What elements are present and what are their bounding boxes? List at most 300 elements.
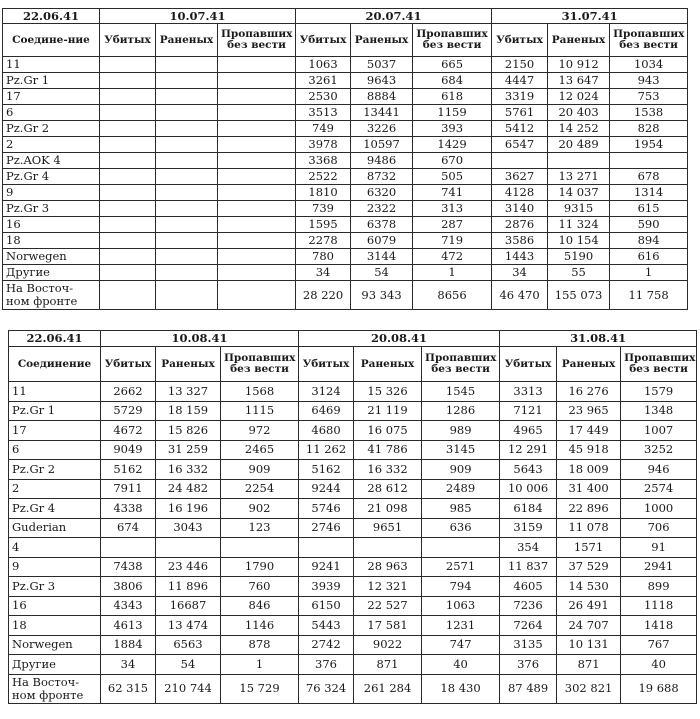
total-value [218, 281, 296, 310]
value-cell: 5037 [351, 57, 413, 73]
value-cell: 615 [610, 201, 688, 217]
value-cell [156, 137, 218, 153]
value-cell: 5190 [548, 249, 610, 265]
value-cell [218, 249, 296, 265]
value-cell: 31 400 [557, 479, 621, 499]
value-cell: 1595 [296, 217, 351, 233]
unit-name: 17 [3, 89, 100, 105]
value-cell: 393 [413, 121, 492, 137]
value-cell: 376 [500, 655, 557, 675]
value-cell: 14 252 [548, 121, 610, 137]
value-cell: 16687 [156, 596, 221, 616]
value-cell: 4128 [492, 185, 548, 201]
total-value: 8656 [413, 281, 492, 310]
value-cell: 902 [221, 499, 299, 519]
value-cell: 11 262 [299, 440, 354, 460]
total-value: 155 073 [548, 281, 610, 310]
period-date: 31.08.41 [500, 331, 697, 347]
value-cell: 719 [413, 233, 492, 249]
value-cell: 1034 [610, 57, 688, 73]
value-cell: 4965 [500, 421, 557, 441]
value-cell: 1 [610, 265, 688, 281]
table-row [9, 655, 697, 675]
wounded-column-header: Раненых [354, 347, 422, 382]
period-date: 20.08.41 [299, 331, 500, 347]
value-cell: 2465 [221, 440, 299, 460]
value-cell [100, 73, 156, 89]
value-cell: 1790 [221, 557, 299, 577]
value-cell: 12 024 [548, 89, 610, 105]
total-value: 210 744 [156, 674, 221, 703]
value-cell: 2574 [621, 479, 697, 499]
total-value: 93 343 [351, 281, 413, 310]
total-value [100, 281, 156, 310]
value-cell [100, 153, 156, 169]
value-cell: 989 [422, 421, 500, 441]
value-cell [101, 538, 156, 558]
unit-name: 18 [3, 233, 100, 249]
date-header-row [3, 9, 688, 24]
value-cell: 1579 [621, 382, 697, 402]
table-row [3, 233, 688, 249]
value-cell: 747 [422, 635, 500, 655]
value-cell: 22 896 [557, 499, 621, 519]
unit-column-header: Соединение [9, 347, 101, 382]
table-row [9, 577, 697, 597]
start-date: 22.06.41 [3, 9, 100, 24]
value-cell [218, 233, 296, 249]
value-cell: 2254 [221, 479, 299, 499]
table-row [9, 460, 697, 480]
value-cell: 4447 [492, 73, 548, 89]
value-cell: 16 075 [354, 421, 422, 441]
total-value: 11 758 [610, 281, 688, 310]
value-cell: 943 [610, 73, 688, 89]
total-value: 18 430 [422, 674, 500, 703]
value-cell [100, 233, 156, 249]
table-row [3, 137, 688, 153]
value-cell: 8732 [351, 169, 413, 185]
table-row [9, 421, 697, 441]
value-cell: 3806 [101, 577, 156, 597]
value-cell: 376 [299, 655, 354, 675]
value-cell: 1 [413, 265, 492, 281]
date-header-row [9, 331, 697, 347]
total-value: 76 324 [299, 674, 354, 703]
unit-name: Другие [3, 265, 100, 281]
killed-column-header: Убитых [296, 24, 351, 57]
value-cell: 1286 [422, 401, 500, 421]
unit-name: 9 [9, 557, 101, 577]
total-value: 28 220 [296, 281, 351, 310]
value-cell [100, 137, 156, 153]
value-cell: 871 [557, 655, 621, 675]
value-cell: 11 896 [156, 577, 221, 597]
unit-name: 18 [9, 616, 101, 636]
value-cell [218, 185, 296, 201]
value-cell [100, 185, 156, 201]
value-cell: 3513 [296, 105, 351, 121]
table-row [3, 249, 688, 265]
value-cell: 10 006 [500, 479, 557, 499]
value-cell [218, 105, 296, 121]
value-cell: 3043 [156, 518, 221, 538]
value-cell: 590 [610, 217, 688, 233]
value-cell: 287 [413, 217, 492, 233]
value-cell: 878 [221, 635, 299, 655]
unit-name: Guderian [9, 518, 101, 538]
value-cell: 13 327 [156, 382, 221, 402]
value-cell [218, 89, 296, 105]
value-cell: 618 [413, 89, 492, 105]
table-row [9, 518, 697, 538]
value-cell: 678 [610, 169, 688, 185]
value-cell: 1007 [621, 421, 697, 441]
missing-column-header: Пропавших без вести [422, 347, 500, 382]
value-cell: 1118 [621, 596, 697, 616]
value-cell: 2322 [351, 201, 413, 217]
losses-table-july [2, 8, 688, 310]
value-cell: 3140 [492, 201, 548, 217]
value-cell: 6469 [299, 401, 354, 421]
value-cell: 3145 [422, 440, 500, 460]
unit-name: 2 [3, 137, 100, 153]
value-cell: 670 [413, 153, 492, 169]
table-row [9, 557, 697, 577]
table-row [9, 440, 697, 460]
value-cell: 2876 [492, 217, 548, 233]
value-cell: 40 [422, 655, 500, 675]
wounded-column-header: Раненых [351, 24, 413, 57]
value-cell [156, 217, 218, 233]
table-row [9, 596, 697, 616]
value-cell [156, 73, 218, 89]
value-cell: 3313 [500, 382, 557, 402]
value-cell: 6563 [156, 635, 221, 655]
value-cell: 5443 [299, 616, 354, 636]
value-cell: 8884 [351, 89, 413, 105]
value-cell: 10597 [351, 137, 413, 153]
value-cell: 3939 [299, 577, 354, 597]
killed-column-header: Убитых [492, 24, 548, 57]
value-cell: 37 529 [557, 557, 621, 577]
value-cell: 5162 [101, 460, 156, 480]
total-row [9, 674, 697, 703]
value-cell: 22 527 [354, 596, 422, 616]
value-cell: 9315 [548, 201, 610, 217]
value-cell: 5643 [500, 460, 557, 480]
value-cell: 985 [422, 499, 500, 519]
value-cell [299, 538, 354, 558]
value-cell: 23 965 [557, 401, 621, 421]
value-cell [218, 201, 296, 217]
start-date: 22.06.41 [9, 331, 101, 347]
value-cell: 1348 [621, 401, 697, 421]
table-row [3, 153, 688, 169]
killed-column-header: Убитых [299, 347, 354, 382]
value-cell [100, 249, 156, 265]
table-row [3, 89, 688, 105]
value-cell: 899 [621, 577, 697, 597]
value-cell: 1429 [413, 137, 492, 153]
value-cell: 5761 [492, 105, 548, 121]
value-cell: 3368 [296, 153, 351, 169]
value-cell: 13441 [351, 105, 413, 121]
table-row [9, 635, 697, 655]
table-row [3, 185, 688, 201]
total-label: На Восточ-ном фронте [9, 674, 101, 703]
missing-column-header: Пропавших без вести [621, 347, 697, 382]
value-cell: 1146 [221, 616, 299, 636]
total-value: 62 315 [101, 674, 156, 703]
value-cell: 1545 [422, 382, 500, 402]
value-cell: 739 [296, 201, 351, 217]
value-cell: 505 [413, 169, 492, 185]
value-cell: 54 [351, 265, 413, 281]
total-value [156, 281, 218, 310]
value-cell: 15 826 [156, 421, 221, 441]
table-row [9, 616, 697, 636]
value-cell: 1159 [413, 105, 492, 121]
value-cell: 10 912 [548, 57, 610, 73]
value-cell: 4672 [101, 421, 156, 441]
missing-column-header: Пропавших без вести [218, 24, 296, 57]
value-cell: 2278 [296, 233, 351, 249]
value-cell [218, 153, 296, 169]
value-cell: 13 271 [548, 169, 610, 185]
value-cell: 6079 [351, 233, 413, 249]
value-cell [156, 249, 218, 265]
missing-column-header: Пропавших без вести [610, 24, 688, 57]
value-cell: 5729 [101, 401, 156, 421]
value-cell: 1568 [221, 382, 299, 402]
total-value: 87 489 [500, 674, 557, 703]
value-cell: 1418 [621, 616, 697, 636]
value-cell: 4338 [101, 499, 156, 519]
value-cell: 9651 [354, 518, 422, 538]
value-cell: 972 [221, 421, 299, 441]
value-cell [610, 153, 688, 169]
unit-name: 11 [9, 382, 101, 402]
table-row [3, 265, 688, 281]
total-label: На Восточ-ном фронте [3, 281, 100, 310]
value-cell: 13 474 [156, 616, 221, 636]
total-value: 19 688 [621, 674, 697, 703]
value-cell: 636 [422, 518, 500, 538]
value-cell: 28 612 [354, 479, 422, 499]
value-cell: 684 [413, 73, 492, 89]
total-value: 15 729 [221, 674, 299, 703]
value-cell: 28 963 [354, 557, 422, 577]
value-cell: 871 [354, 655, 422, 675]
value-cell: 12 321 [354, 577, 422, 597]
column-header-row [3, 24, 688, 57]
value-cell: 18 159 [156, 401, 221, 421]
value-cell: 3135 [500, 635, 557, 655]
value-cell [100, 217, 156, 233]
table-row [3, 217, 688, 233]
value-cell: 674 [101, 518, 156, 538]
value-cell: 3226 [351, 121, 413, 137]
value-cell: 3319 [492, 89, 548, 105]
value-cell: 1954 [610, 137, 688, 153]
table-row [3, 105, 688, 121]
table-row [3, 73, 688, 89]
value-cell [218, 169, 296, 185]
value-cell: 24 707 [557, 616, 621, 636]
value-cell [100, 265, 156, 281]
unit-name: Norwegen [3, 249, 100, 265]
value-cell: 3124 [299, 382, 354, 402]
value-cell [156, 233, 218, 249]
value-cell: 40 [621, 655, 697, 675]
value-cell: 9049 [101, 440, 156, 460]
table-row [9, 382, 697, 402]
unit-name: 11 [3, 57, 100, 73]
value-cell: 17 449 [557, 421, 621, 441]
value-cell: 6378 [351, 217, 413, 233]
value-cell [156, 538, 221, 558]
total-value: 302 821 [557, 674, 621, 703]
table-row [3, 57, 688, 73]
value-cell: 9022 [354, 635, 422, 655]
value-cell: 23 446 [156, 557, 221, 577]
value-cell: 7911 [101, 479, 156, 499]
value-cell: 2571 [422, 557, 500, 577]
value-cell [156, 201, 218, 217]
value-cell: 909 [422, 460, 500, 480]
unit-name: 16 [3, 217, 100, 233]
value-cell: 1314 [610, 185, 688, 201]
value-cell: 9241 [299, 557, 354, 577]
period-date: 31.07.41 [492, 9, 688, 24]
value-cell: 2742 [299, 635, 354, 655]
killed-column-header: Убитых [100, 24, 156, 57]
killed-column-header: Убитых [101, 347, 156, 382]
total-row [3, 281, 688, 310]
total-value: 261 284 [354, 674, 422, 703]
value-cell: 9643 [351, 73, 413, 89]
value-cell [548, 153, 610, 169]
value-cell: 1443 [492, 249, 548, 265]
table-row [9, 499, 697, 519]
value-cell [100, 105, 156, 121]
value-cell: 41 786 [354, 440, 422, 460]
value-cell: 2746 [299, 518, 354, 538]
value-cell: 1231 [422, 616, 500, 636]
unit-name: Pz.Gr 1 [3, 73, 100, 89]
value-cell: 13 647 [548, 73, 610, 89]
value-cell: 780 [296, 249, 351, 265]
table-row [3, 121, 688, 137]
period-date: 10.07.41 [100, 9, 296, 24]
value-cell: 5746 [299, 499, 354, 519]
value-cell: 6150 [299, 596, 354, 616]
value-cell: 7264 [500, 616, 557, 636]
value-cell [221, 538, 299, 558]
value-cell: 16 332 [156, 460, 221, 480]
value-cell: 4605 [500, 577, 557, 597]
table-row [9, 538, 697, 558]
value-cell: 2941 [621, 557, 697, 577]
value-cell: 7121 [500, 401, 557, 421]
wounded-column-header: Раненых [156, 24, 218, 57]
value-cell: 4680 [299, 421, 354, 441]
value-cell: 472 [413, 249, 492, 265]
value-cell: 55 [548, 265, 610, 281]
value-cell: 16 332 [354, 460, 422, 480]
value-cell [100, 169, 156, 185]
value-cell: 2662 [101, 382, 156, 402]
wounded-column-header: Раненых [156, 347, 221, 382]
value-cell: 1810 [296, 185, 351, 201]
value-cell: 123 [221, 518, 299, 538]
value-cell: 846 [221, 596, 299, 616]
value-cell: 17 581 [354, 616, 422, 636]
value-cell: 34 [296, 265, 351, 281]
value-cell: 14 530 [557, 577, 621, 597]
value-cell: 21 098 [354, 499, 422, 519]
value-cell: 14 037 [548, 185, 610, 201]
value-cell [218, 137, 296, 153]
value-cell: 894 [610, 233, 688, 249]
value-cell: 7438 [101, 557, 156, 577]
value-cell: 5412 [492, 121, 548, 137]
value-cell [156, 121, 218, 137]
unit-name: Pz.Gr 3 [3, 201, 100, 217]
unit-name: Pz.Gr 1 [9, 401, 101, 421]
value-cell: 10 154 [548, 233, 610, 249]
value-cell: 2489 [422, 479, 500, 499]
value-cell: 1063 [422, 596, 500, 616]
value-cell: 616 [610, 249, 688, 265]
value-cell [100, 201, 156, 217]
unit-name: Pz.Gr 4 [3, 169, 100, 185]
value-cell [218, 217, 296, 233]
value-cell: 354 [500, 538, 557, 558]
value-cell [218, 265, 296, 281]
value-cell: 18 009 [557, 460, 621, 480]
value-cell: 1884 [101, 635, 156, 655]
unit-name: 9 [3, 185, 100, 201]
value-cell [100, 89, 156, 105]
value-cell [156, 169, 218, 185]
value-cell: 10 131 [557, 635, 621, 655]
unit-name: Другие [9, 655, 101, 675]
value-cell: 794 [422, 577, 500, 597]
value-cell: 749 [296, 121, 351, 137]
value-cell: 1538 [610, 105, 688, 121]
period-date: 20.07.41 [296, 9, 492, 24]
value-cell: 760 [221, 577, 299, 597]
value-cell: 34 [101, 655, 156, 675]
value-cell [492, 153, 548, 169]
unit-column-header: Соедине-ние [3, 24, 100, 57]
column-header-row [9, 347, 697, 382]
unit-name: Pz.AOK 4 [3, 153, 100, 169]
value-cell [422, 538, 500, 558]
value-cell: 3261 [296, 73, 351, 89]
value-cell: 946 [621, 460, 697, 480]
value-cell: 26 491 [557, 596, 621, 616]
value-cell [156, 57, 218, 73]
wounded-column-header: Раненых [548, 24, 610, 57]
unit-name: Pz.Gr 4 [9, 499, 101, 519]
value-cell: 6320 [351, 185, 413, 201]
value-cell: 1115 [221, 401, 299, 421]
unit-name: 17 [9, 421, 101, 441]
value-cell: 828 [610, 121, 688, 137]
